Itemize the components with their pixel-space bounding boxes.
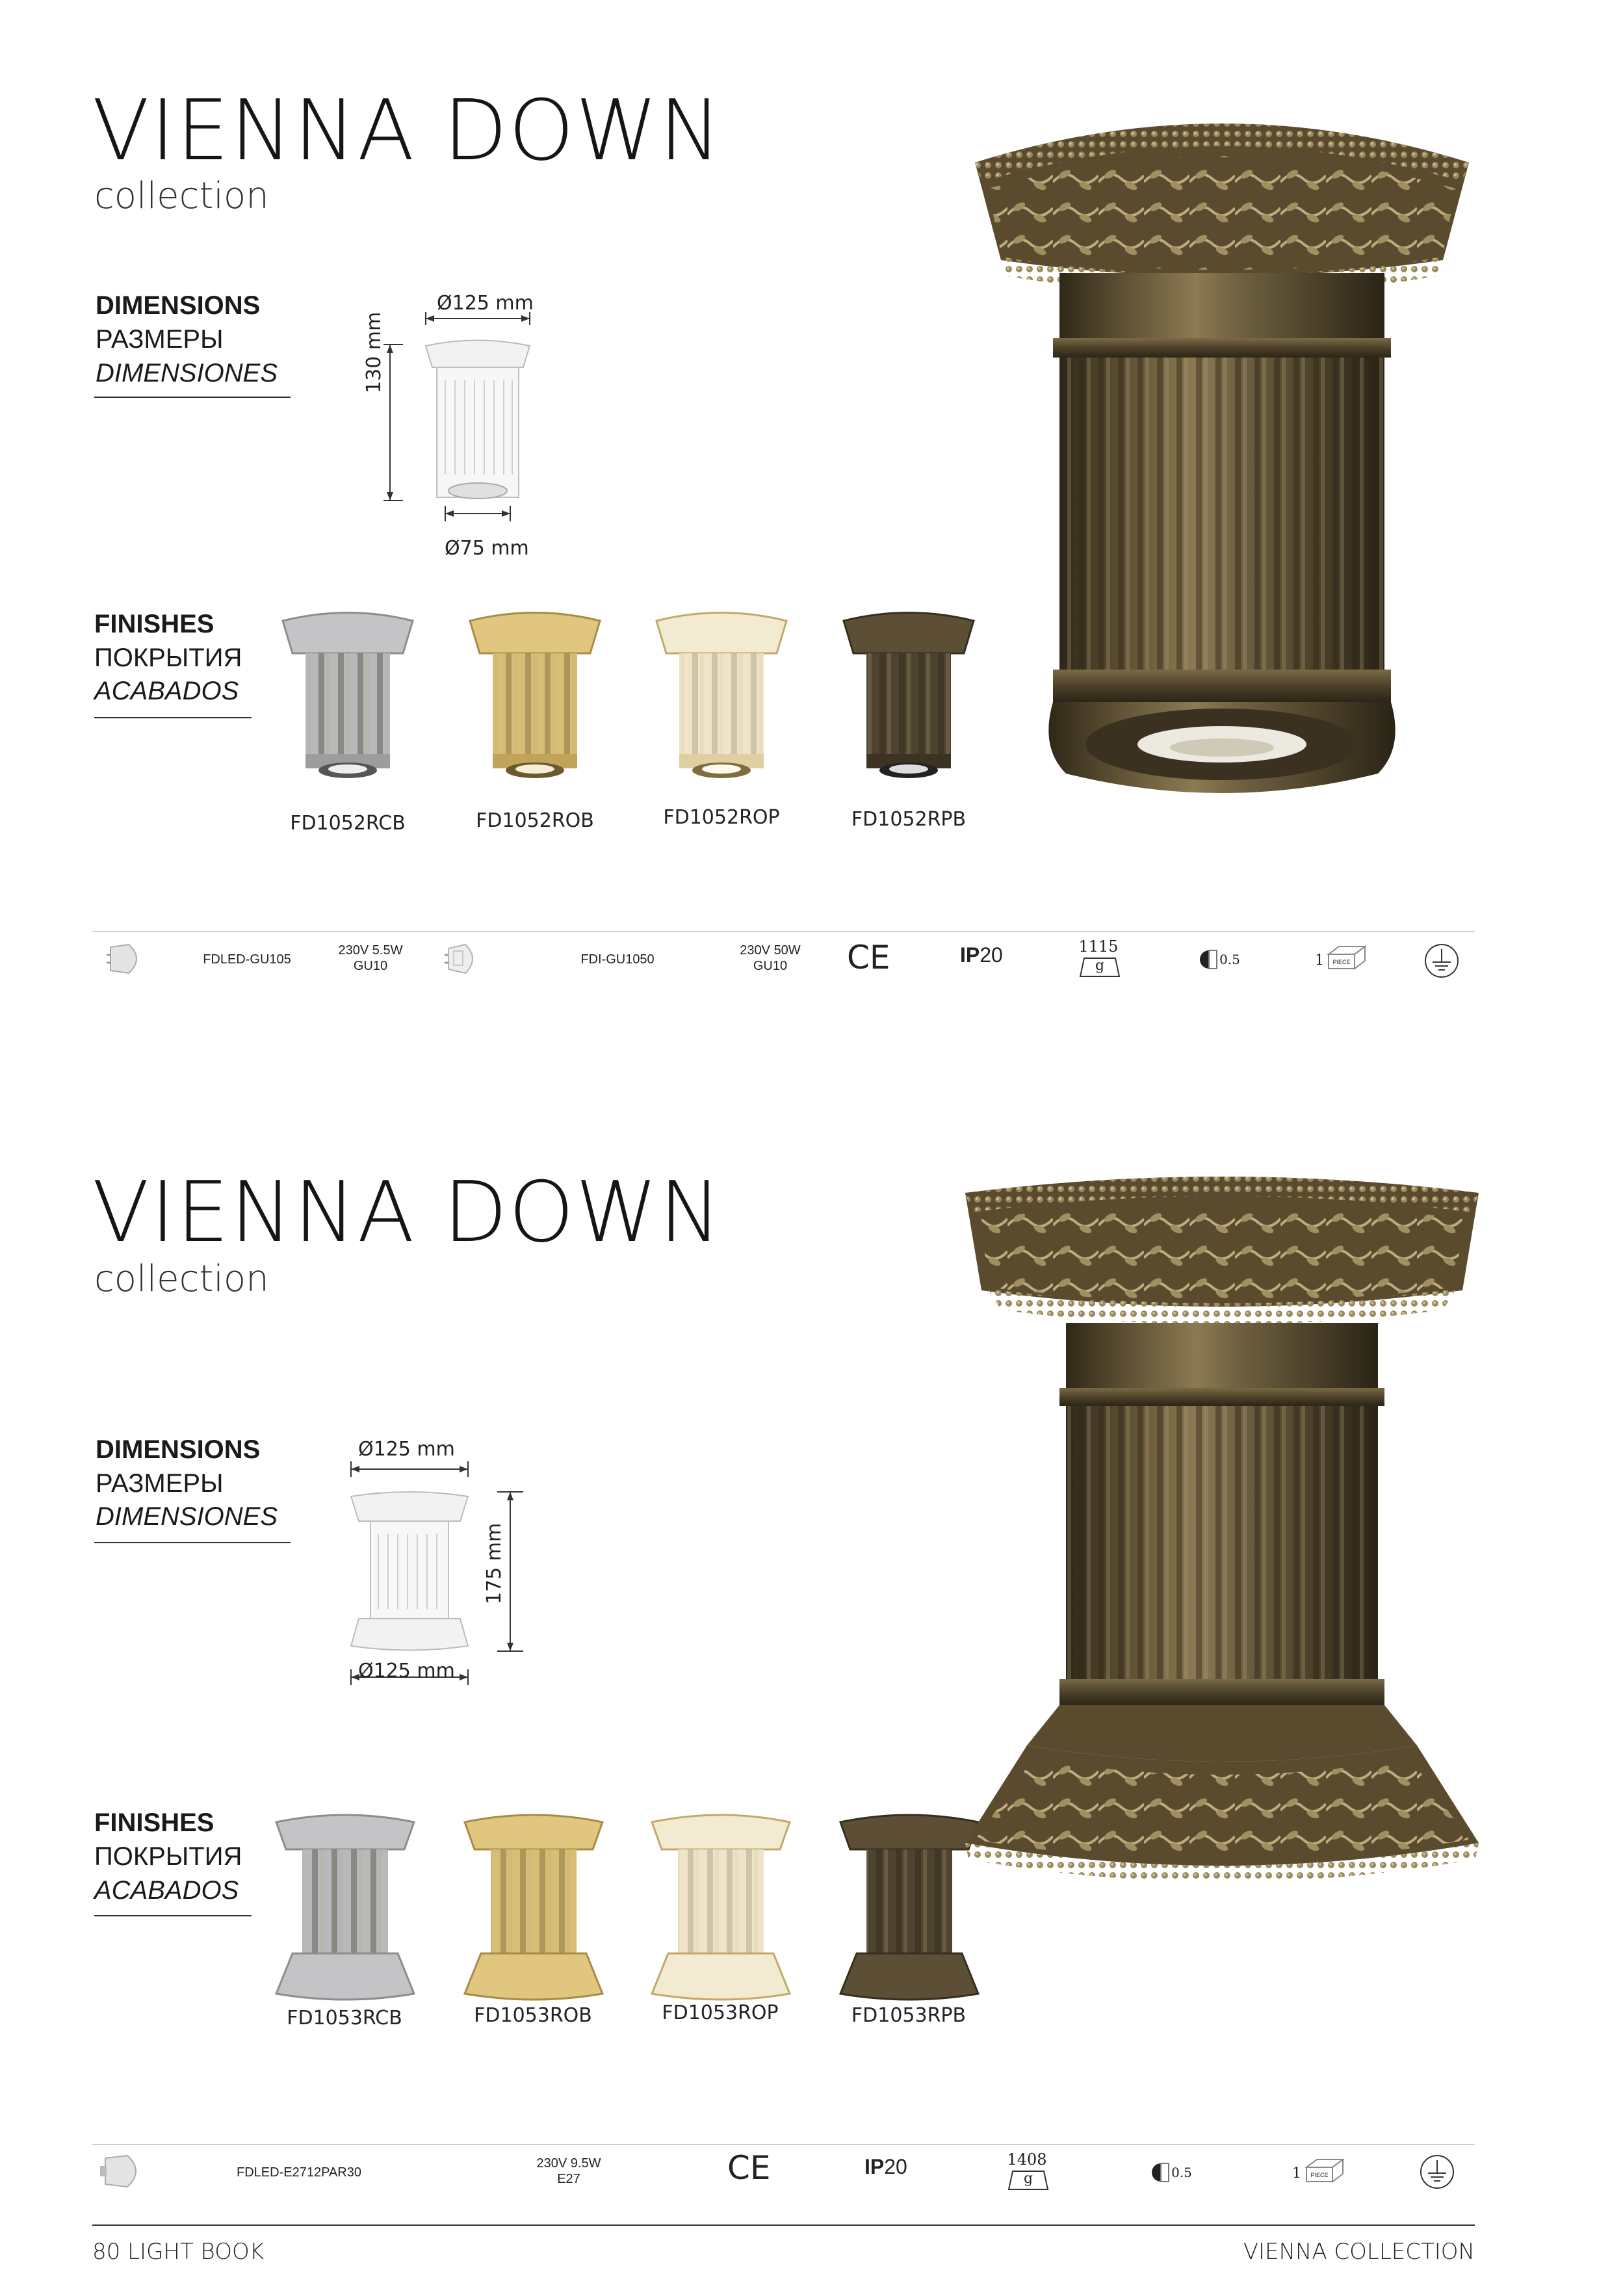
product2-weight-unit: g xyxy=(1023,2171,1033,2187)
product1-pack-label: PIECE xyxy=(1332,959,1351,965)
footer-section: VIENNA COLLECTION xyxy=(1243,2239,1475,2265)
product2-lamp1-power: 230V 9.5W xyxy=(536,2156,601,2171)
product1-halogen-bulb-icon xyxy=(442,941,487,976)
product1-lamp2-power: 230V 50W xyxy=(740,943,801,958)
product1-title: VIENNA DOWN xyxy=(92,83,723,179)
product2-ip-rating xyxy=(864,2155,907,2179)
product2-finishes-es: ACABADOS xyxy=(94,1876,239,1905)
product2-finishes-en: FINISHES xyxy=(94,1808,214,1837)
product1-pack-count: 1 xyxy=(1315,952,1324,969)
product2-weight: 1408 xyxy=(1007,2150,1047,2169)
product2-finish-code-1: FD1053RCB xyxy=(287,2007,402,2029)
page-number: 80 xyxy=(92,2239,121,2265)
product1-earth-ground-icon xyxy=(1423,943,1460,979)
product1-ce-mark-icon: CE xyxy=(847,939,890,976)
product2-lamp1-socket: E27 xyxy=(557,2172,580,2186)
product1-finishes-es: ACABADOS xyxy=(94,677,239,705)
product1-finish-2-lamp xyxy=(467,608,603,796)
product2-main-image xyxy=(962,1173,1482,1908)
product2-dimensions-es: DIMENSIONES xyxy=(96,1502,278,1531)
product1-main-image xyxy=(962,98,1482,826)
product1-box-icon xyxy=(1326,944,1369,970)
product2-dimensions-ru: РАЗМЕРЫ xyxy=(96,1469,224,1498)
footer-rule xyxy=(92,2224,1475,2226)
product1-ip-value: 20 xyxy=(980,943,1003,967)
product2-earth-ground-icon xyxy=(1419,2154,1455,2190)
product2-box-icon xyxy=(1304,2157,1347,2183)
product2-lamp1-code: FDLED-E2712PAR30 xyxy=(237,2165,361,2180)
product2-spec-rule xyxy=(92,2144,1475,2145)
product1-dimensions-es: DIMENSIONES xyxy=(96,359,278,387)
product2-ce-mark-icon: CE xyxy=(727,2149,771,2187)
product1-finish-1-lamp xyxy=(279,608,416,796)
product2-dimensions-underline xyxy=(94,1542,291,1543)
product2-distance-icon xyxy=(1150,2162,1170,2183)
product1-spec-rule xyxy=(92,931,1475,932)
product2-finish-2-lamp xyxy=(461,1810,606,2005)
product1-finishes-underline xyxy=(94,717,252,718)
product1-finish-3-lamp xyxy=(653,608,790,796)
product1-subtitle: collection xyxy=(94,175,269,217)
product1-ip-prefix: IP xyxy=(960,943,980,967)
product1-lamp1-socket: GU10 xyxy=(353,959,388,973)
product2-led-bulb-icon xyxy=(97,2152,149,2191)
product2-finish-3-lamp xyxy=(649,1810,793,2005)
product1-distance-icon xyxy=(1199,949,1218,970)
product1-finish-code-4: FD1052RPB xyxy=(851,808,967,831)
product1-finish-code-3: FD1052ROP xyxy=(663,806,780,829)
product1-lamp2-socket: GU10 xyxy=(753,959,788,973)
product1-finish-4-lamp xyxy=(840,608,977,796)
product2-finish-code-2: FD1053ROB xyxy=(474,2004,592,2027)
product1-dimensions-underline xyxy=(94,397,291,398)
product1-lamp1-code: FDLED-GU105 xyxy=(203,952,291,967)
product2-finish-1-lamp xyxy=(273,1810,417,2005)
product2-finish-code-4: FD1053RPB xyxy=(851,2004,967,2027)
product2-finish-4-lamp xyxy=(837,1810,981,2005)
footer-book: LIGHT BOOK xyxy=(127,2239,265,2265)
product1-dim-side: 130 mm xyxy=(363,311,385,393)
product2-finishes-ru: ПОКРЫТИЯ xyxy=(94,1842,242,1871)
product2-subtitle: collection xyxy=(94,1258,269,1300)
product1-finish-code-2: FD1052ROB xyxy=(476,809,594,832)
product2-finishes-underline xyxy=(94,1915,252,1916)
product1-weight-unit: g xyxy=(1095,958,1105,974)
product1-lamp1-power: 230V 5.5W xyxy=(338,943,403,958)
product2-dimensions-en: DIMENSIONS xyxy=(96,1435,261,1464)
product1-distance-value: 0.5 xyxy=(1219,952,1240,967)
product1-weight: 1115 xyxy=(1078,937,1119,956)
product1-dimensions-ru: РАЗМЕРЫ xyxy=(96,325,224,354)
product1-finish-code-1: FD1052RCB xyxy=(290,812,406,835)
product2-dim-side: 175 mm xyxy=(483,1522,506,1604)
product1-finishes-en: FINISHES xyxy=(94,610,214,638)
footer-left xyxy=(92,2239,264,2265)
product1-dim-bottom: Ø75 mm xyxy=(445,537,529,560)
product2-pack-count: 1 xyxy=(1292,2165,1301,2182)
product2-dim-top: Ø125 mm xyxy=(358,1438,455,1461)
product2-ip-prefix: IP xyxy=(864,2155,885,2178)
product1-dimension-drawing xyxy=(364,306,559,553)
product1-ip-rating xyxy=(960,943,1003,967)
product2-ip-value: 20 xyxy=(884,2155,907,2178)
product2-title: VIENNA DOWN xyxy=(92,1164,723,1261)
product1-dimensions-en: DIMENSIONS xyxy=(96,291,261,320)
product1-led-bulb-icon xyxy=(104,939,149,978)
product1-finishes-ru: ПОКРЫТИЯ xyxy=(94,644,242,672)
product2-finish-code-3: FD1053ROP xyxy=(662,2002,779,2024)
product1-dim-top: Ø125 mm xyxy=(437,292,534,315)
product2-dim-bottom: Ø125 mm xyxy=(358,1660,455,1682)
product1-lamp2-code: FDI-GU1050 xyxy=(580,952,655,967)
product2-distance-value: 0.5 xyxy=(1171,2165,1192,2180)
product2-pack-label: PIECE xyxy=(1310,2172,1329,2178)
